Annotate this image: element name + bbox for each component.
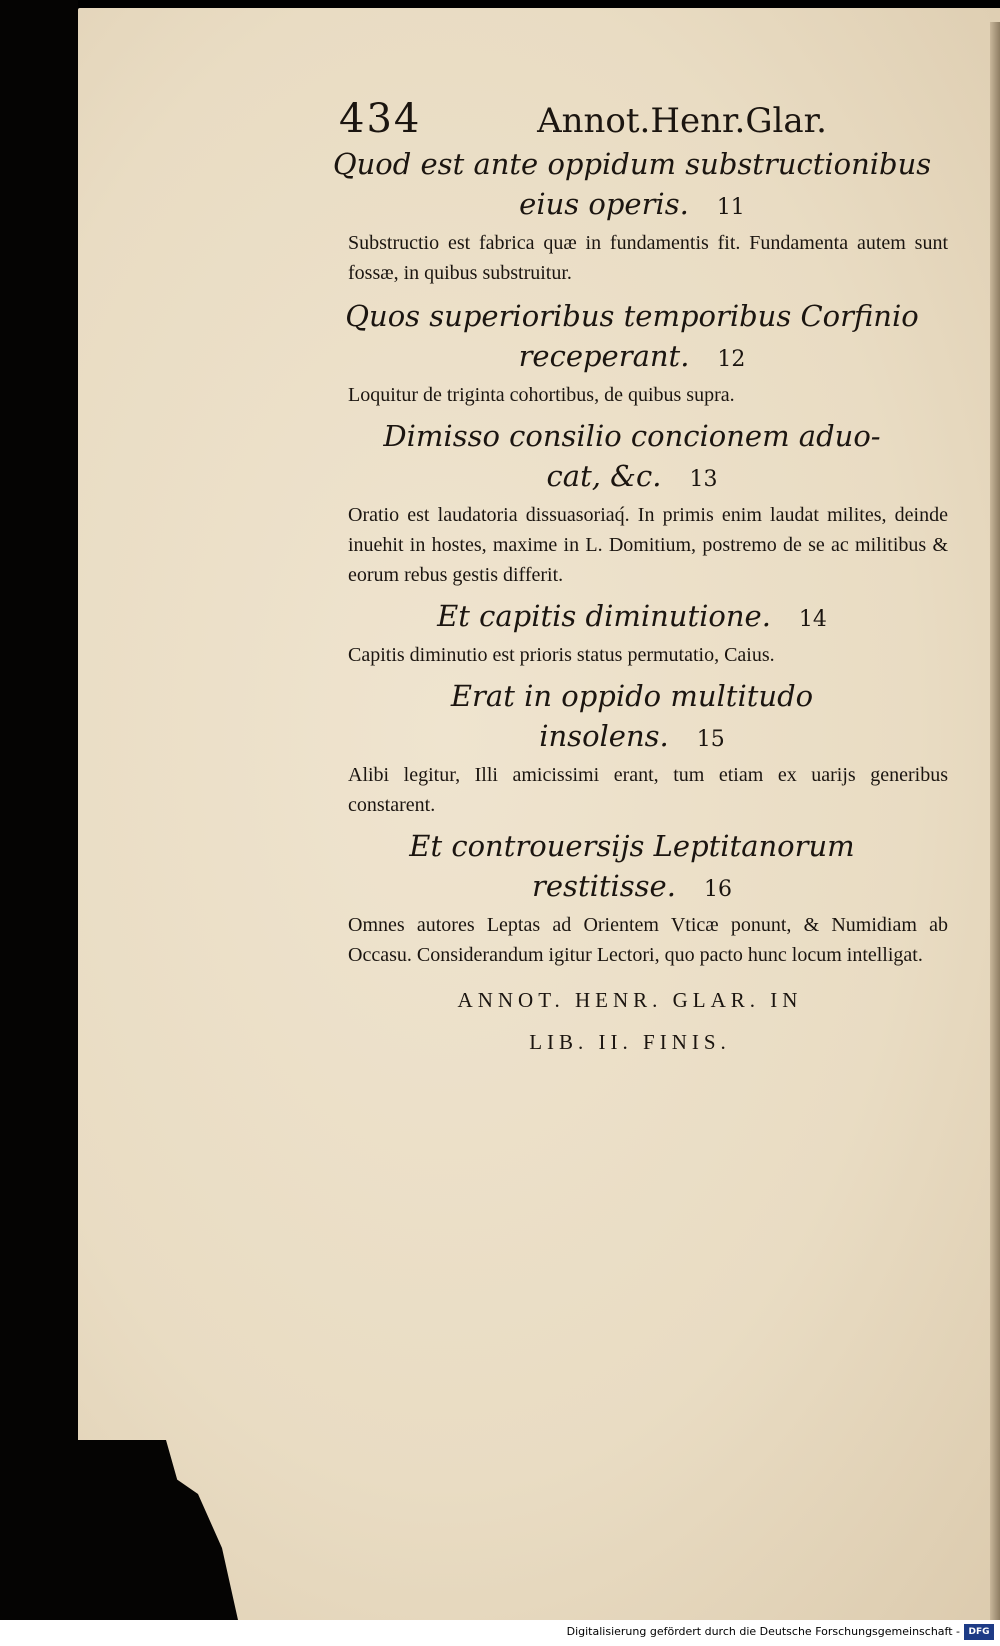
lemma-line: eius operis. (519, 187, 689, 221)
lemma (332, 456, 932, 500)
finis-line-2: LIB. II. FINIS. (529, 1030, 731, 1054)
annotation-entry (332, 144, 980, 288)
note-number: 14 (798, 607, 827, 632)
lemma-line: Et capitis diminutione. (437, 599, 771, 633)
annotation-entry (340, 826, 980, 970)
note-text: Substructio est fabrica quæ in fundamentis fit. Fundamenta autem sunt fossæ, in quibus substruitur. (348, 232, 948, 284)
note-number: 15 (696, 727, 725, 752)
note-text: Loquitur de triginta cohortibus, de quibus supra. (348, 384, 735, 406)
annotation-entry (340, 676, 980, 820)
lemma (332, 826, 932, 866)
footer-credit: Digitalisierung gefördert durch die Deutsche Forschungsgemeinschaft - (566, 1625, 960, 1638)
annotation-entry (340, 296, 980, 410)
page-number: 434 (339, 96, 422, 142)
dfg-logo-icon: DFG (964, 1624, 994, 1640)
running-title: Annot.Henr.Glar. (537, 101, 827, 141)
lemma-line: insolens. (539, 719, 669, 753)
lemma-line: restitisse. (532, 869, 676, 903)
lemma (332, 296, 932, 336)
note-text: Capitis diminutio est prioris status permutatio, Caius. (348, 644, 775, 666)
annotation-entry (340, 596, 980, 670)
lemma-line: cat, &c. (546, 459, 662, 493)
lemma-line: Dimisso consilio concionem aduo- (383, 419, 881, 453)
note-number: 13 (689, 467, 718, 492)
page-edge (990, 22, 1000, 1620)
note-text: Alibi legitur, Illi amicissimi erant, tum etiam ex uarijs generibus constarent. (348, 764, 948, 816)
footer-bar (0, 1620, 1000, 1646)
annotation-entry (340, 416, 980, 590)
lemma (332, 184, 932, 228)
page-header (339, 96, 827, 142)
note-number: 11 (716, 195, 745, 220)
scan-left-margin (0, 0, 78, 1620)
lemma-line: receperant. (518, 339, 690, 373)
note-number: 12 (717, 347, 746, 372)
finis-line-1: ANNOT. HENR. GLAR. IN (457, 988, 803, 1012)
note-number: 16 (703, 877, 732, 902)
note-text: Oratio est laudatoria dissuasoriaq́. In primis enim laudat milites, deinde inuehit in hostes, maxime in L. Domitium, postremo de se ac militibus & eorum rebus gestis differit. (348, 504, 948, 586)
lemma (332, 676, 932, 716)
lemma-line: Erat in oppido multitudo (450, 679, 814, 713)
lemma-line: Quod est ante oppidum substructionibus (332, 147, 932, 181)
lemma (332, 866, 932, 910)
lemma-line: Et controuersijs Leptitanorum (409, 829, 855, 863)
lemma (332, 336, 932, 380)
note-text: Omnes autores Leptas ad Orientem Vticæ ponunt, & Numidiam ab Occasu. Considerandum igitur Lectori, quo pacto hunc locum intelligat. (348, 914, 948, 966)
lemma (332, 144, 932, 184)
lemma-line: Quos superioribus temporibus Corfinio (345, 299, 919, 333)
lemma (332, 416, 932, 456)
lemma (332, 716, 932, 760)
page-text (332, 96, 980, 970)
lemma (332, 596, 932, 640)
